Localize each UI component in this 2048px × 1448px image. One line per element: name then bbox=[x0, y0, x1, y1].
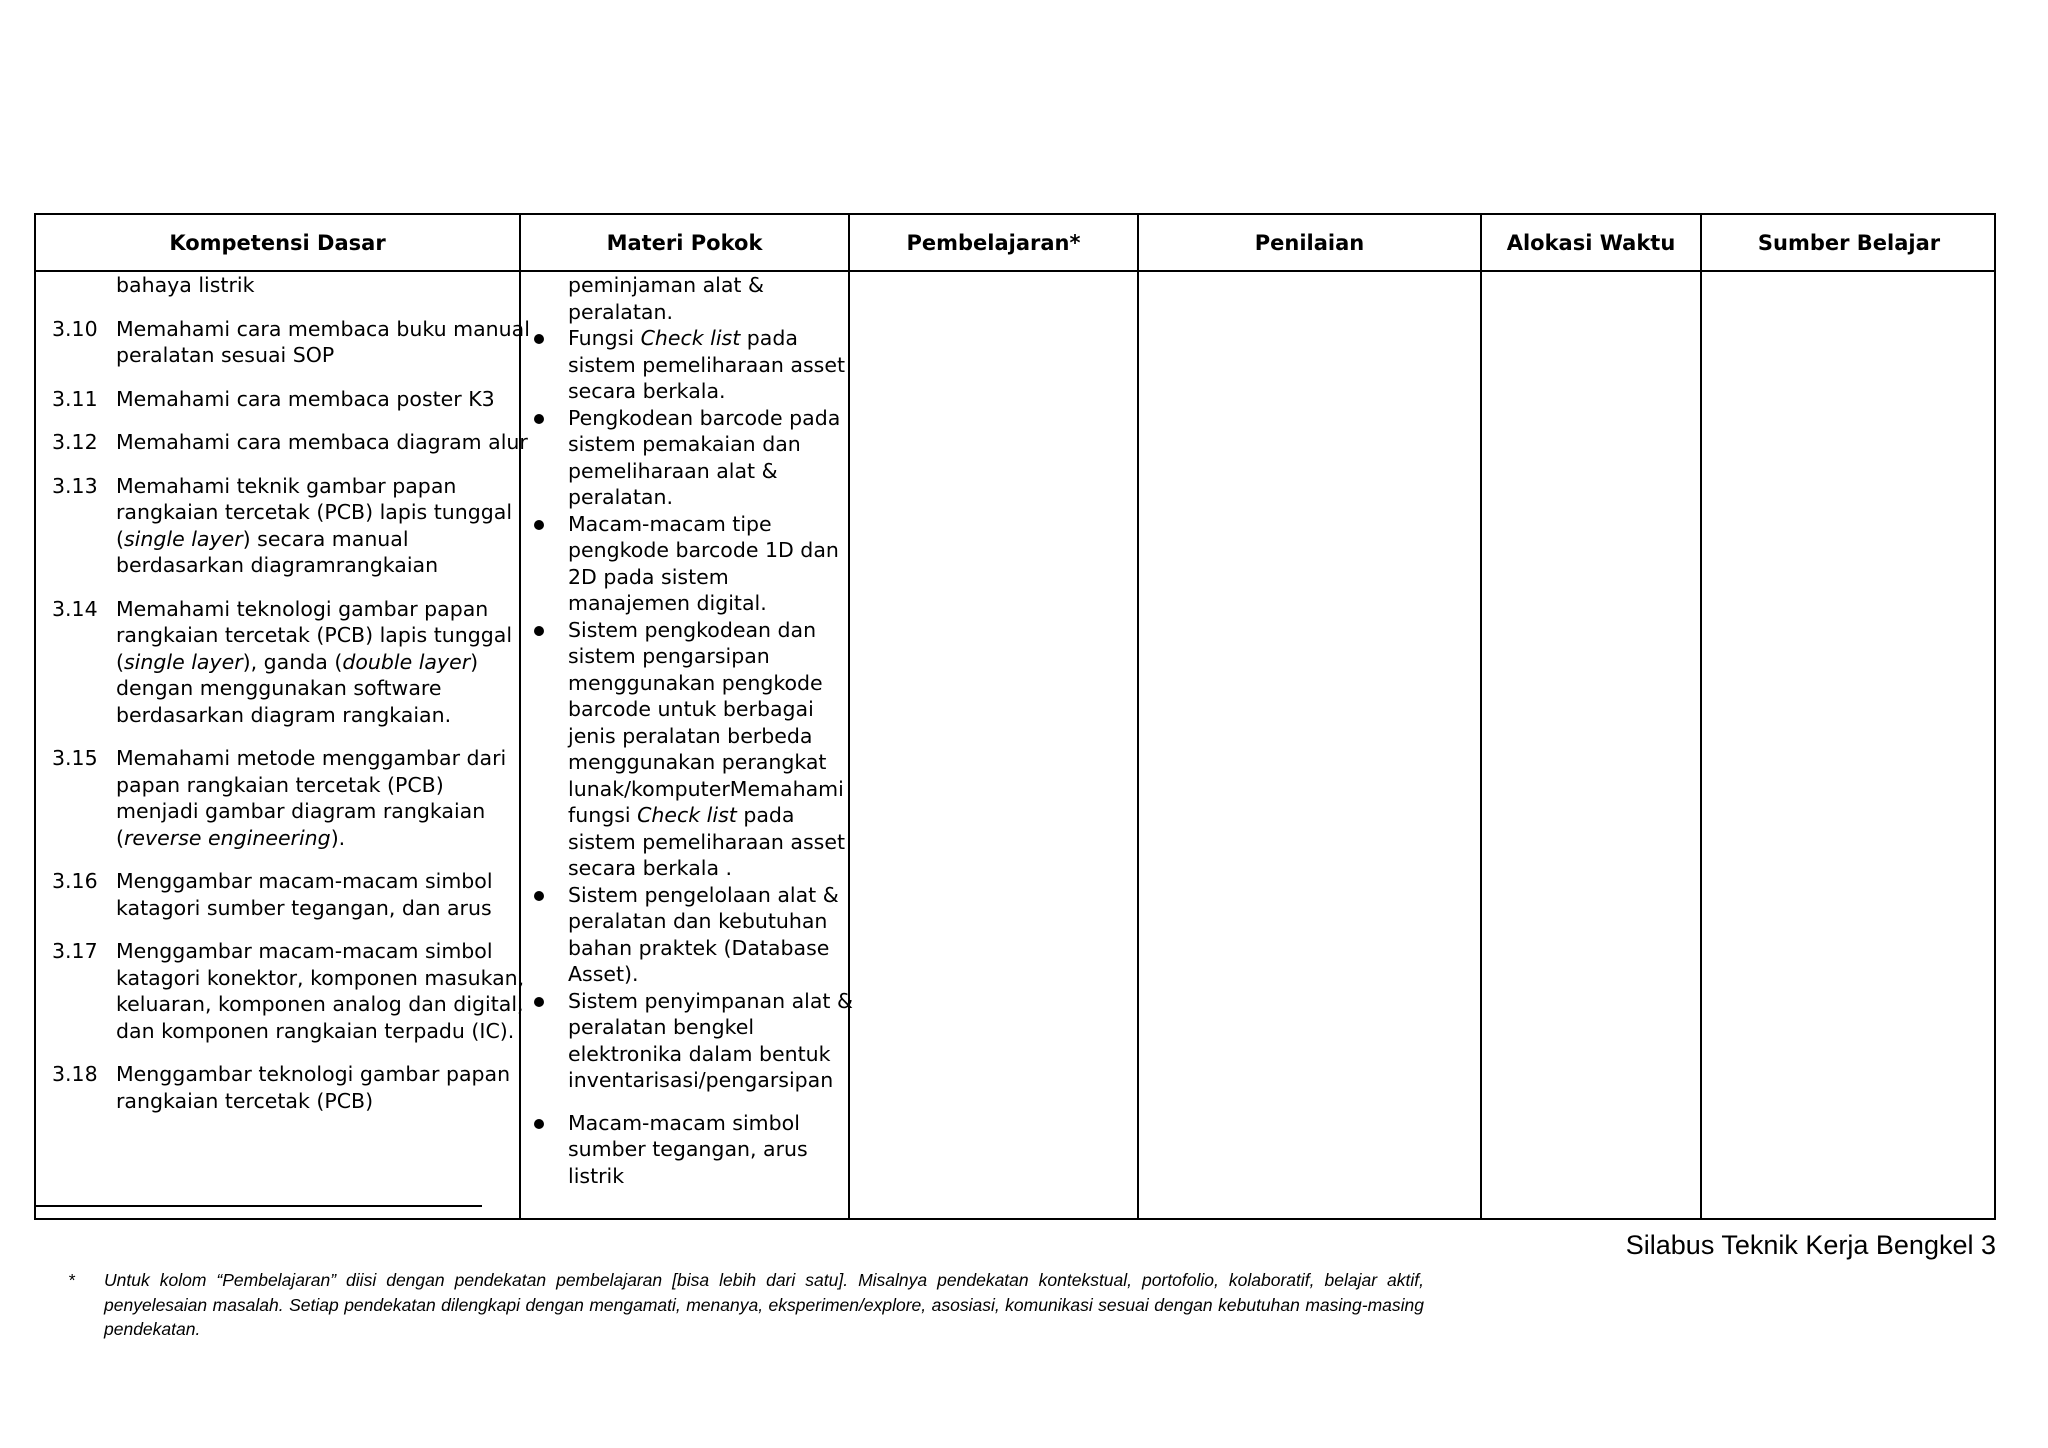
header-sumber-belajar: Sumber Belajar bbox=[1757, 230, 1941, 255]
materi-line: sistem pemakaian dan bbox=[568, 432, 801, 456]
materi-line: sistem pemeliharaan asset bbox=[568, 829, 845, 854]
materi-line: listrik bbox=[568, 1163, 625, 1188]
kompetensi-line: Menggambar macam-macam simbol bbox=[116, 939, 493, 963]
kompetensi-line: peralatan sesuai SOP bbox=[116, 343, 335, 367]
syllabus-table bbox=[34, 213, 1996, 1220]
kompetensi-line: Memahami cara membaca diagram alur bbox=[116, 430, 528, 454]
materi-line: peralatan. bbox=[568, 299, 673, 324]
materi-line: menggunakan perangkat bbox=[568, 750, 827, 774]
materi-line: secara berkala. bbox=[568, 379, 726, 403]
materi-line: lunak/komputerMemahami bbox=[568, 776, 844, 801]
kompetensi-line: bahaya listrik bbox=[116, 273, 255, 297]
kompetensi-number: 3.10 bbox=[52, 316, 98, 341]
materi-line: peminjaman alat & bbox=[568, 273, 764, 297]
column-divider bbox=[1700, 215, 1702, 1218]
cell-underline-rule bbox=[36, 1205, 482, 1207]
kompetensi-line: Menggambar macam-macam simbol bbox=[116, 869, 493, 893]
kompetensi-line: Memahami teknologi gambar papan bbox=[116, 596, 489, 621]
kompetensi-line: (reverse engineering). bbox=[116, 825, 346, 850]
header-materi-pokok: Materi Pokok bbox=[606, 230, 763, 255]
bullet-icon bbox=[534, 520, 544, 530]
column-divider bbox=[1137, 215, 1139, 1218]
materi-line: barcode untuk berbagai bbox=[568, 697, 814, 721]
kompetensi-number: 3.11 bbox=[52, 386, 98, 411]
kompetensi-number: 3.13 bbox=[52, 473, 98, 498]
header-penilaian: Penilaian bbox=[1254, 230, 1365, 255]
materi-line: peralatan. bbox=[568, 485, 673, 509]
materi-line: sistem pemeliharaan asset bbox=[568, 352, 845, 377]
bullet-icon bbox=[534, 334, 544, 344]
footnote-marker: * bbox=[68, 1270, 75, 1290]
kompetensi-item bbox=[52, 596, 522, 729]
column-divider bbox=[848, 215, 850, 1218]
materi-line: Sistem pengkodean dan bbox=[568, 617, 817, 642]
kompetensi-line: keluaran, komponen analog dan digital, bbox=[116, 992, 524, 1016]
materi-line: Sistem penyimpanan alat & bbox=[568, 988, 853, 1013]
materi-line: Sistem pengelolaan alat & bbox=[568, 882, 839, 907]
kompetensi-item bbox=[52, 473, 522, 579]
column-divider bbox=[1480, 215, 1482, 1218]
footnote-text: Untuk kolom “Pembelajaran” diisi dengan pendekatan pembelajaran [bisa lebih dari satu]. Misalnya pendekatan kontekstual, portofolio, kolaboratif, belajar aktif, penyelesaian masalah. Setiap pendekatan dilengkapi dengan mengamati, menanya, eksperimen/explore, asosiasi, komunikasi sesuai dengan kebutuhan masing-masing pendekatan. bbox=[104, 1270, 1424, 1339]
materi-line: secara berkala . bbox=[568, 856, 733, 880]
kompetensi-number: 3.14 bbox=[52, 596, 98, 621]
materi-line: bahan praktek (Database bbox=[568, 935, 830, 960]
kompetensi-line: (single layer) secara manual bbox=[116, 526, 409, 551]
kompetensi-number: 3.17 bbox=[52, 939, 98, 963]
kompetensi-line: katagori sumber tegangan, dan arus bbox=[116, 895, 492, 920]
materi-pokok-cell bbox=[534, 272, 853, 1202]
kompetensi-line: Memahami teknik gambar papan bbox=[116, 473, 457, 498]
header-kompetensi-dasar: Kompetensi Dasar bbox=[169, 230, 386, 255]
materi-line: fungsi Check list pada bbox=[568, 803, 795, 827]
kompetensi-dasar-cell bbox=[52, 272, 530, 1202]
kompetensi-number: 3.18 bbox=[52, 1062, 98, 1086]
kompetensi-line: Memahami cara membaca buku manual bbox=[116, 316, 530, 341]
materi-line: manajemen digital. bbox=[568, 591, 767, 615]
kompetensi-item bbox=[52, 868, 522, 921]
kompetensi-item bbox=[52, 938, 525, 1044]
kompetensi-line: dengan menggunakan software bbox=[116, 676, 442, 700]
materi-line: Fungsi Check list pada bbox=[568, 326, 798, 350]
kompetensi-line: (single layer), ganda (double layer) bbox=[116, 649, 479, 674]
materi-line: elektronika dalam bentuk bbox=[568, 1041, 831, 1066]
materi-line: pemeliharaan alat & bbox=[568, 458, 778, 483]
materi-line: Asset). bbox=[568, 962, 639, 986]
kompetensi-line: berdasarkan diagramrangkaian bbox=[116, 553, 439, 577]
kompetensi-number: 3.16 bbox=[52, 869, 98, 893]
materi-line: pengkode barcode 1D dan bbox=[568, 538, 839, 562]
bullet-icon bbox=[534, 414, 544, 424]
bullet-icon bbox=[534, 891, 544, 901]
document-footer-title: Silabus Teknik Kerja Bengkel 3 bbox=[1625, 1230, 1996, 1260]
header-alokasi-waktu: Alokasi Waktu bbox=[1506, 230, 1676, 255]
kompetensi-line: rangkaian tercetak (PCB) lapis tunggal bbox=[116, 623, 513, 647]
materi-line: jenis peralatan berbeda bbox=[568, 723, 813, 748]
kompetensi-line: menjadi gambar diagram rangkaian bbox=[116, 799, 486, 823]
materi-line: menggunakan pengkode bbox=[568, 670, 823, 695]
kompetensi-line: katagori konektor, komponen masukan, bbox=[116, 965, 525, 990]
kompetensi-item bbox=[52, 429, 528, 456]
kompetensi-number: 3.12 bbox=[52, 430, 98, 454]
kompetensi-item bbox=[52, 272, 522, 299]
kompetensi-line: berdasarkan diagram rangkaian. bbox=[116, 702, 452, 727]
kompetensi-line: dan komponen rangkaian terpadu (IC). bbox=[116, 1018, 515, 1043]
kompetensi-item bbox=[52, 745, 522, 851]
materi-line: 2D pada sistem bbox=[568, 564, 729, 589]
materi-line: Pengkodean barcode pada bbox=[568, 405, 841, 430]
materi-line: sumber tegangan, arus bbox=[568, 1137, 808, 1161]
kompetensi-line: Memahami metode menggambar dari bbox=[116, 746, 507, 770]
kompetensi-line: papan rangkaian tercetak (PCB) bbox=[116, 772, 444, 797]
kompetensi-line: rangkaian tercetak (PCB) lapis tunggal bbox=[116, 500, 513, 524]
kompetensi-item bbox=[52, 316, 530, 369]
kompetensi-item bbox=[52, 1061, 522, 1114]
bullet-icon bbox=[534, 1119, 544, 1129]
bullet-icon bbox=[534, 626, 544, 636]
materi-line: Macam-macam tipe bbox=[568, 511, 772, 536]
materi-line: Macam-macam simbol bbox=[568, 1110, 800, 1135]
materi-line: peralatan bengkel bbox=[568, 1015, 755, 1039]
kompetensi-line: rangkaian tercetak (PCB) bbox=[116, 1088, 374, 1113]
materi-line: peralatan dan kebutuhan bbox=[568, 909, 828, 933]
materi-line: sistem pengarsipan bbox=[568, 644, 770, 668]
kompetensi-line: Menggambar teknologi gambar papan bbox=[116, 1062, 511, 1086]
kompetensi-number: 3.15 bbox=[52, 746, 98, 770]
bullet-icon bbox=[534, 997, 544, 1007]
header-pembelajaran: Pembelajaran* bbox=[906, 230, 1081, 255]
kompetensi-line: Memahami cara membaca poster K3 bbox=[116, 386, 495, 411]
kompetensi-item bbox=[52, 386, 522, 413]
materi-line: inventarisasi/pengarsipan bbox=[568, 1068, 834, 1092]
